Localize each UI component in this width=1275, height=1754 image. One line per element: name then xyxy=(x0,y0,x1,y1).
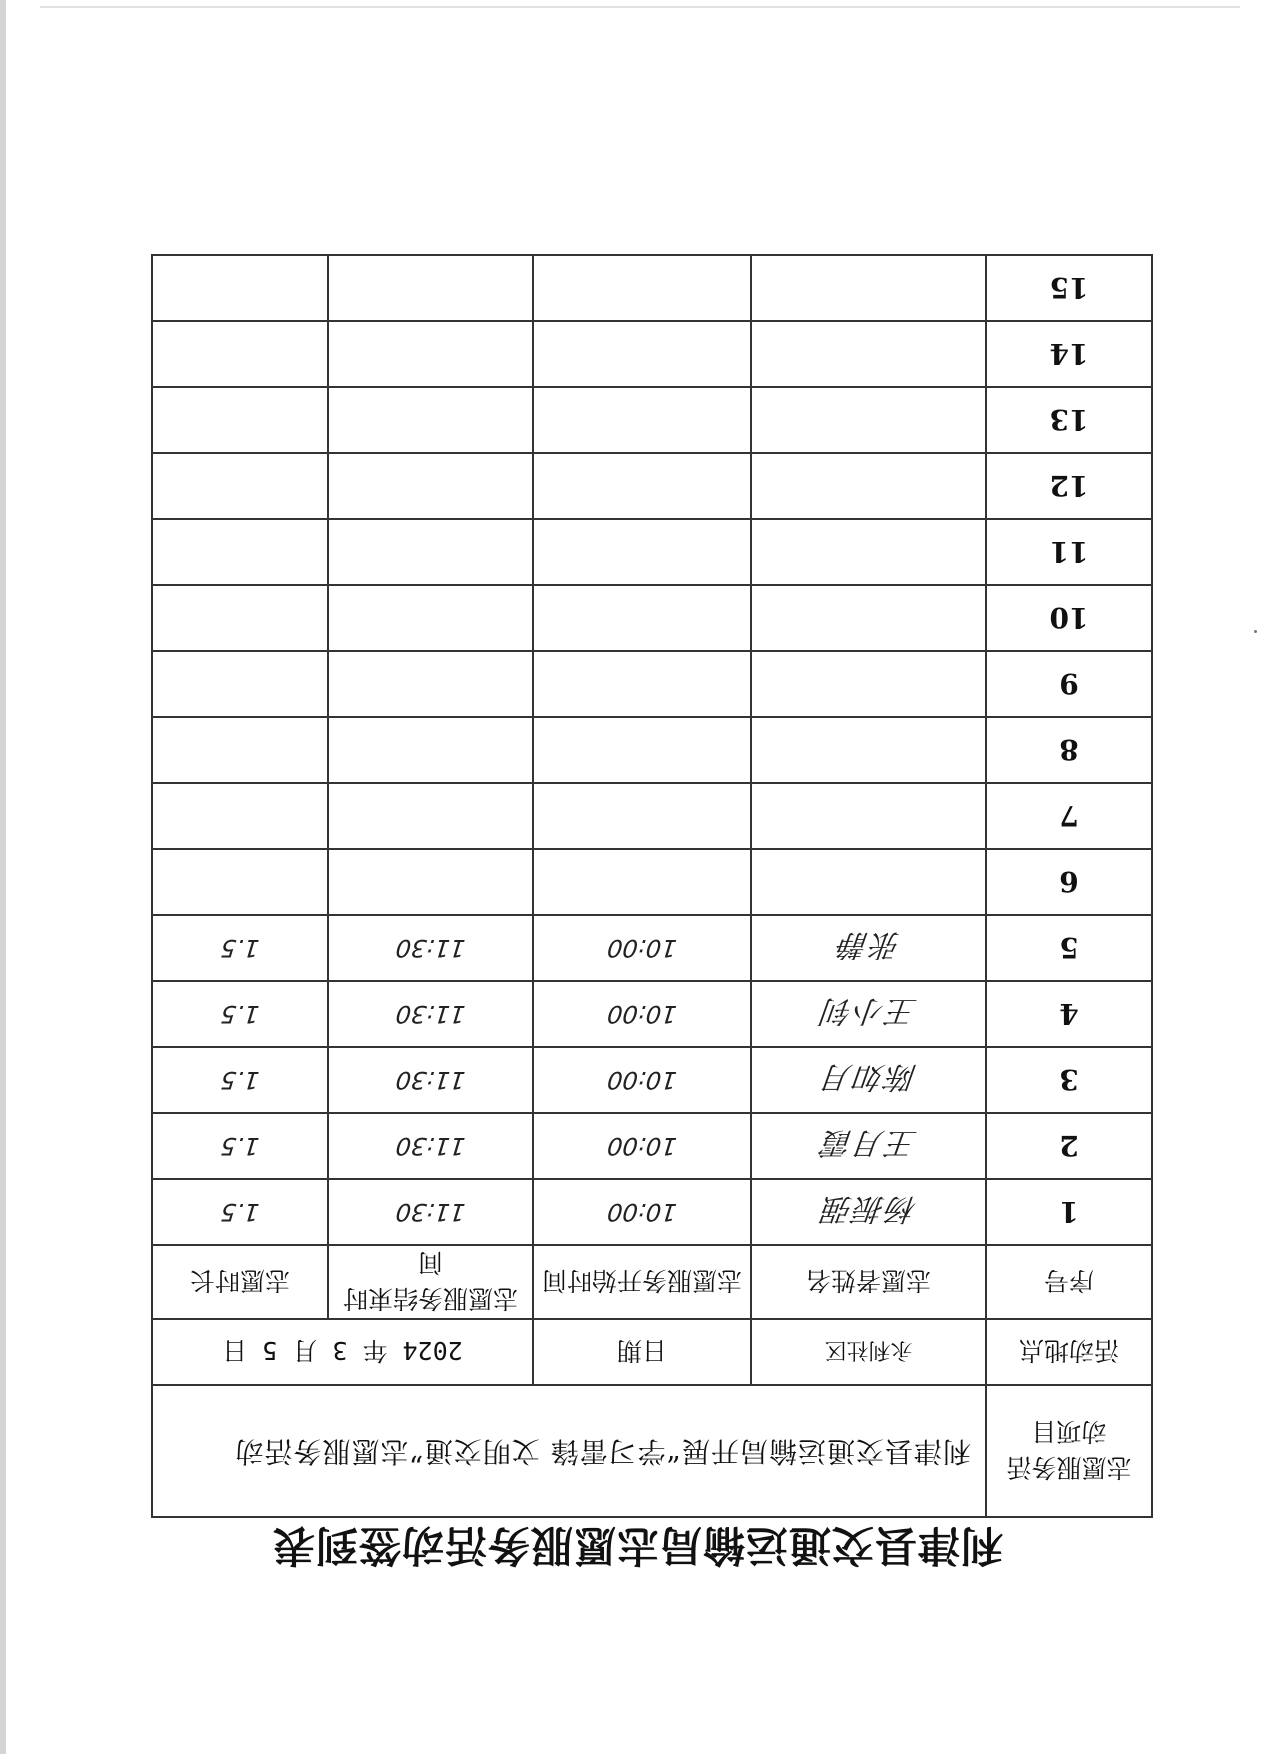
row-start-time xyxy=(530,717,755,783)
header-row xyxy=(152,1245,1152,1319)
row-duration xyxy=(148,783,331,849)
row-seq: 14 xyxy=(986,321,1152,387)
row-volunteer-name: 王小钊 xyxy=(748,981,990,1047)
date-label: 日期 xyxy=(533,1319,751,1385)
row-volunteer-name: 王月霞 xyxy=(748,1113,990,1179)
row-end-time xyxy=(325,783,537,849)
row-end-time xyxy=(325,255,537,321)
row-seq: 8 xyxy=(986,717,1152,783)
row-end-time xyxy=(325,519,537,585)
row-start-time: 10:00 xyxy=(530,981,755,1047)
activity-label: 志愿服务活动项目 xyxy=(986,1385,1152,1517)
row-volunteer-name xyxy=(748,321,990,387)
place-row xyxy=(152,1319,1152,1385)
row-start-time xyxy=(530,453,755,519)
table-row xyxy=(152,849,1152,915)
table-row xyxy=(152,651,1152,717)
row-start-time xyxy=(530,255,755,321)
row-seq: 9 xyxy=(986,651,1152,717)
row-start-time xyxy=(530,783,755,849)
row-seq: 3 xyxy=(986,1047,1152,1113)
row-seq: 13 xyxy=(986,387,1152,453)
row-volunteer-name xyxy=(748,849,990,915)
signin-table xyxy=(151,254,1153,1518)
row-duration xyxy=(148,387,331,453)
table-row xyxy=(152,717,1152,783)
row-end-time xyxy=(325,651,537,717)
row-end-time xyxy=(325,849,537,915)
row-end-time: 11:30 xyxy=(325,1179,537,1245)
table-row xyxy=(152,387,1152,453)
date-value: 2024 年 3 月 5 日 xyxy=(152,1319,533,1385)
row-start-time xyxy=(530,585,755,651)
row-start-time xyxy=(530,321,755,387)
row-seq: 4 xyxy=(986,981,1152,1047)
table-row xyxy=(152,255,1152,321)
row-end-time xyxy=(325,717,537,783)
header-duration: 志愿时长 xyxy=(152,1245,328,1319)
activity-value: 利津县交通运输局开展“学习雷锋 文明交通”志愿服务活动 xyxy=(152,1385,986,1517)
row-start-time xyxy=(530,387,755,453)
place-label: 活动地点 xyxy=(986,1319,1152,1385)
row-end-time: 11:30 xyxy=(325,1113,537,1179)
activity-row xyxy=(152,1385,1152,1517)
table-row xyxy=(152,915,1152,981)
row-volunteer-name: 杨振强 xyxy=(748,1179,990,1245)
row-duration xyxy=(148,585,331,651)
table-row xyxy=(152,585,1152,651)
header-start: 志愿服务开始时间 xyxy=(533,1245,751,1319)
row-seq: 2 xyxy=(986,1113,1152,1179)
row-duration: 1.5 xyxy=(148,1179,331,1245)
row-duration xyxy=(148,849,331,915)
row-duration: 1.5 xyxy=(148,1113,331,1179)
row-volunteer-name: 陈如月 xyxy=(748,1047,990,1113)
row-start-time xyxy=(530,519,755,585)
header-end: 志愿服务结束时间 xyxy=(328,1245,533,1319)
row-start-time xyxy=(530,651,755,717)
row-volunteer-name xyxy=(748,783,990,849)
row-seq: 12 xyxy=(986,453,1152,519)
row-end-time xyxy=(325,585,537,651)
row-volunteer-name xyxy=(748,651,990,717)
header-seq: 序号 xyxy=(986,1245,1152,1319)
row-seq: 5 xyxy=(986,915,1152,981)
row-seq: 1 xyxy=(986,1179,1152,1245)
row-end-time xyxy=(325,387,537,453)
row-end-time: 11:30 xyxy=(325,981,537,1047)
row-seq: 7 xyxy=(986,783,1152,849)
row-duration: 1.5 xyxy=(148,915,331,981)
row-volunteer-name: 张静 xyxy=(748,915,990,981)
row-duration xyxy=(148,255,331,321)
row-end-time: 11:30 xyxy=(325,1047,537,1113)
row-volunteer-name xyxy=(748,255,990,321)
table-row xyxy=(152,321,1152,387)
row-duration xyxy=(148,519,331,585)
table-row xyxy=(152,453,1152,519)
row-start-time: 10:00 xyxy=(530,915,755,981)
row-volunteer-name xyxy=(748,387,990,453)
row-duration xyxy=(148,717,331,783)
row-duration xyxy=(148,321,331,387)
table-row xyxy=(152,981,1152,1047)
row-duration: 1.5 xyxy=(148,1047,331,1113)
row-duration xyxy=(148,453,331,519)
row-start-time xyxy=(530,849,755,915)
row-seq: 11 xyxy=(986,519,1152,585)
row-volunteer-name xyxy=(748,519,990,585)
row-volunteer-name xyxy=(748,717,990,783)
row-start-time: 10:00 xyxy=(530,1047,755,1113)
row-volunteer-name xyxy=(748,453,990,519)
row-duration: 1.5 xyxy=(148,981,331,1047)
row-seq: 10 xyxy=(986,585,1152,651)
row-start-time: 10:00 xyxy=(530,1179,755,1245)
table-row xyxy=(152,1179,1152,1245)
table-row xyxy=(152,783,1152,849)
table-row xyxy=(152,1113,1152,1179)
page-title: 利津县交通运输局志愿服务活动签到表 xyxy=(272,1521,1004,1570)
row-seq: 15 xyxy=(986,255,1152,321)
row-duration xyxy=(148,651,331,717)
header-name: 志愿者姓名 xyxy=(751,1245,986,1319)
place-value: 永利社区 xyxy=(751,1319,986,1385)
row-seq: 6 xyxy=(986,849,1152,915)
table-row xyxy=(152,1047,1152,1113)
row-end-time xyxy=(325,321,537,387)
row-volunteer-name xyxy=(748,585,990,651)
row-end-time: 11:30 xyxy=(325,915,537,981)
table-row xyxy=(152,519,1152,585)
row-end-time xyxy=(325,453,537,519)
row-start-time: 10:00 xyxy=(530,1113,755,1179)
